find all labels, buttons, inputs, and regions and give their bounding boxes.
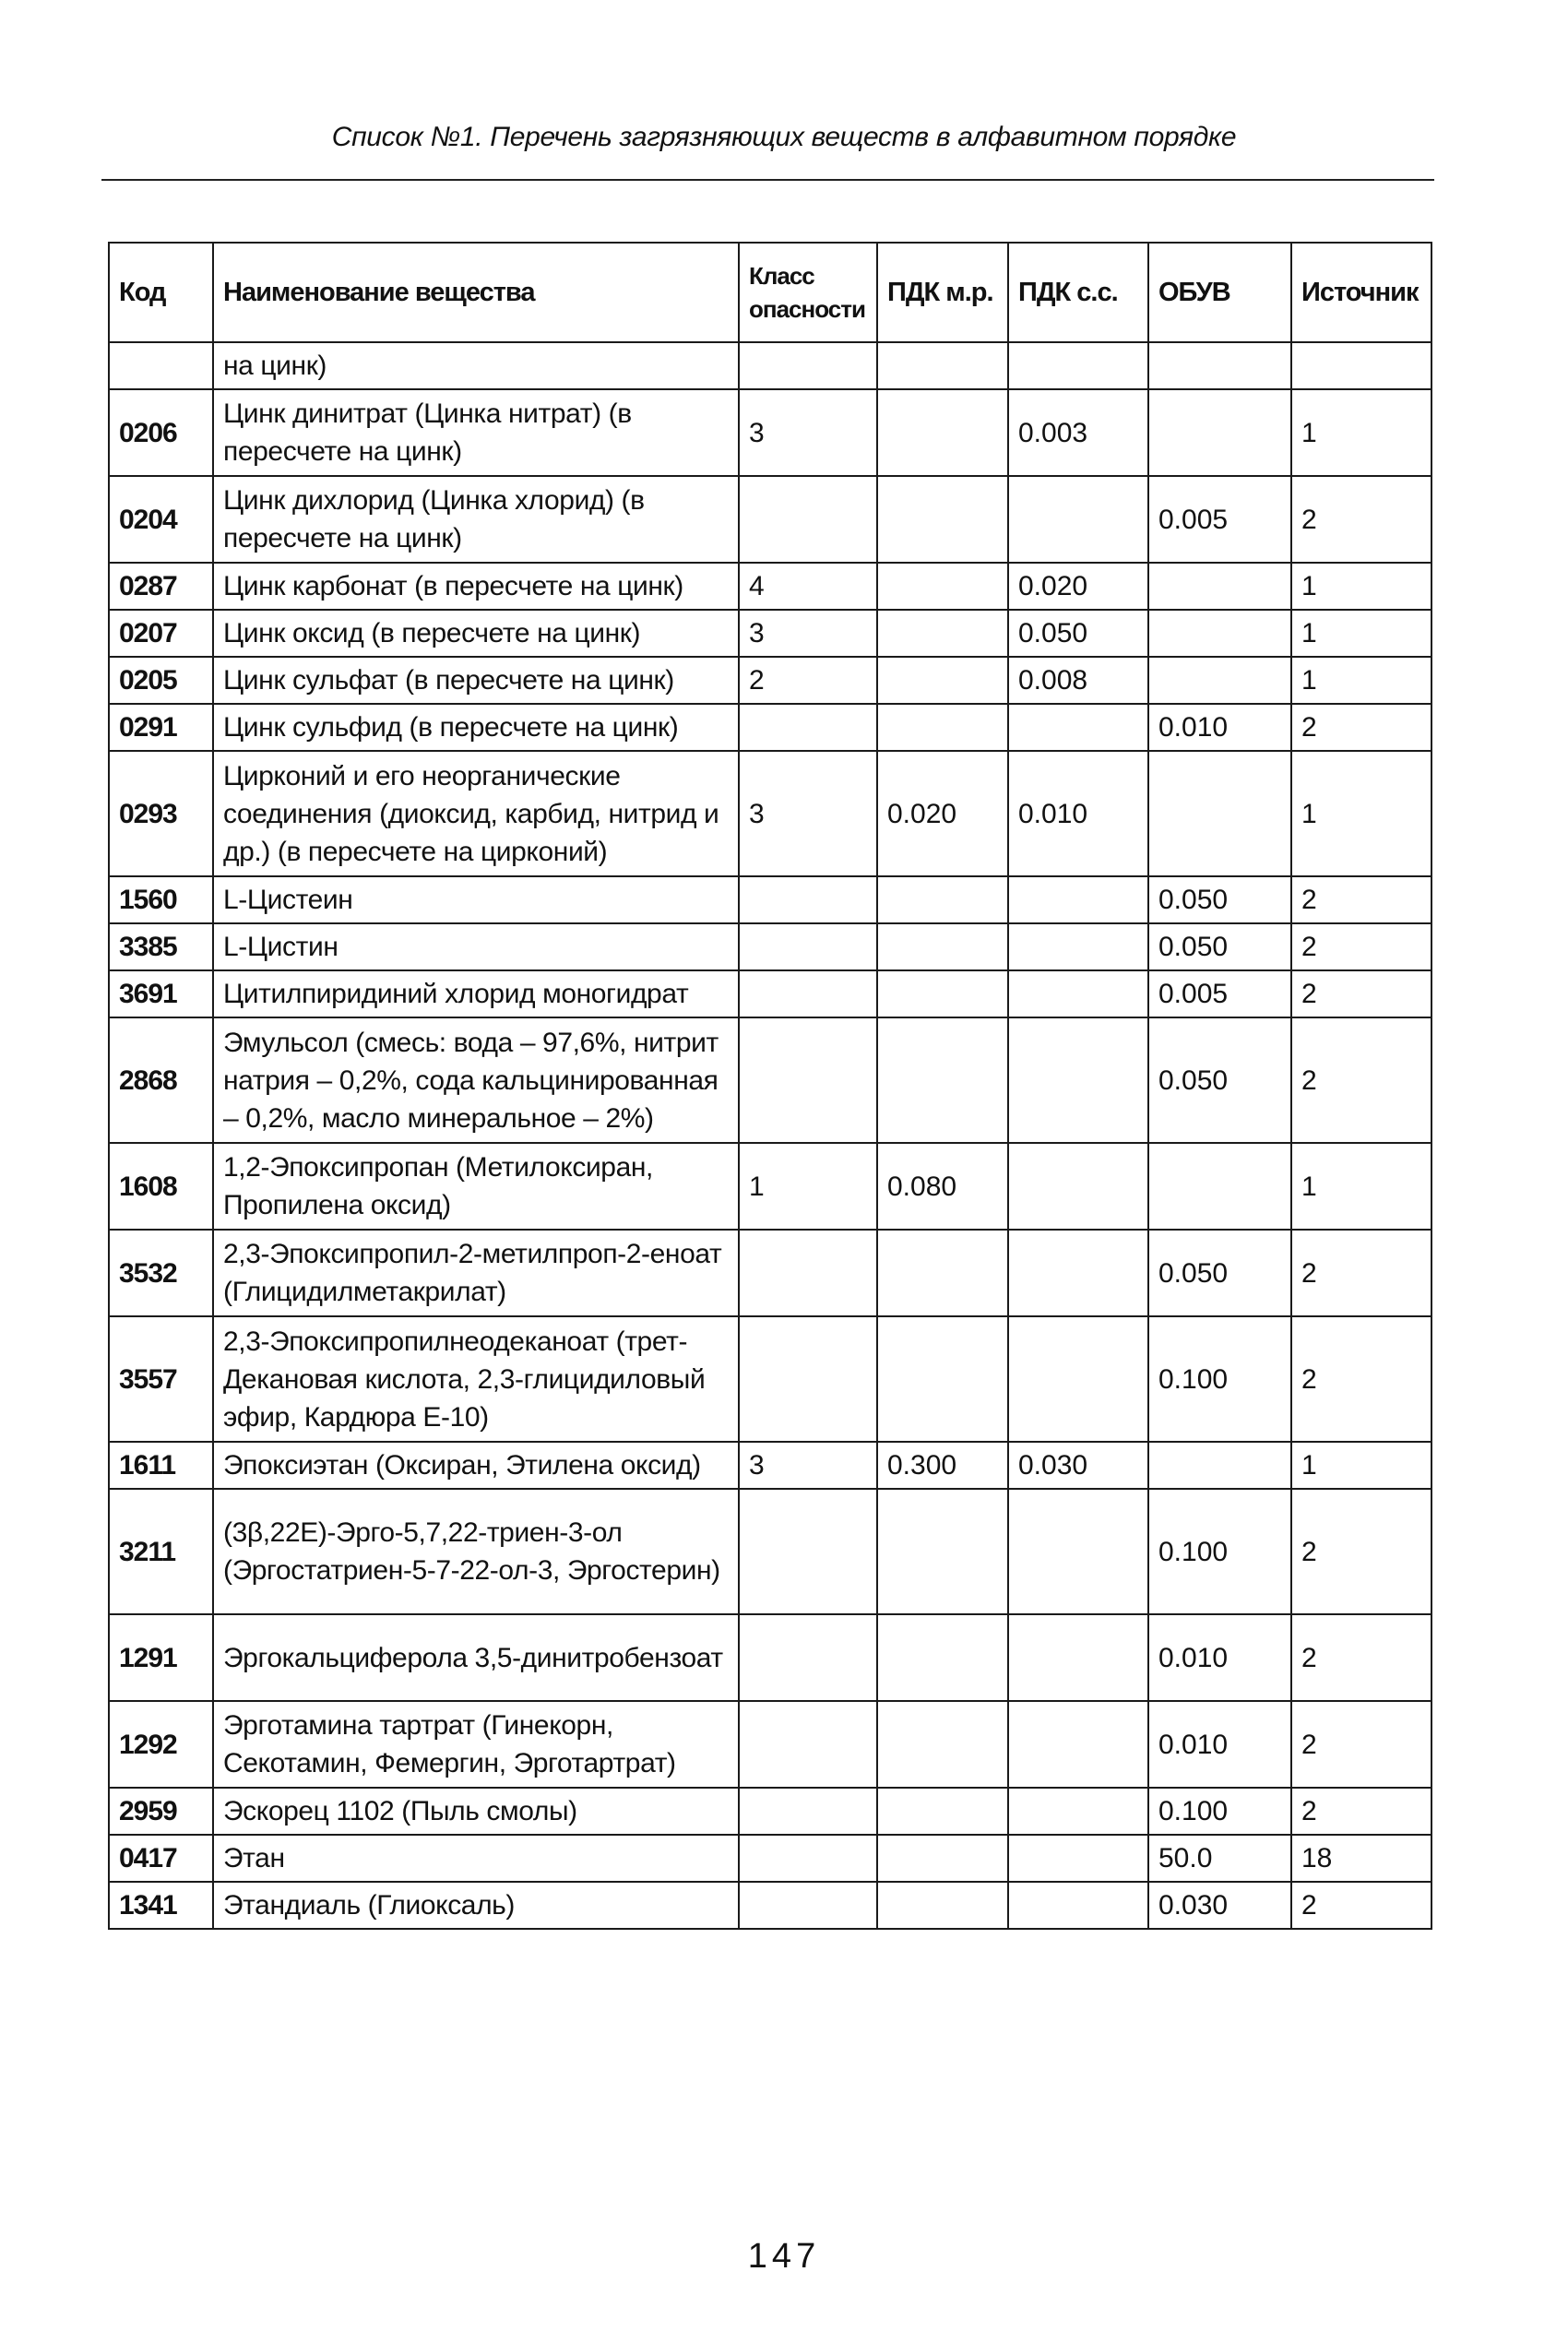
cell-name: 2,3-Эпоксипропилнеодеканоат (трет-Декановая кислота, 2,3-глицидиловый эфир, Кардюра Е-10) [213, 1316, 739, 1442]
cell-obuv: 0.010 [1148, 1614, 1291, 1701]
cell-source [1291, 342, 1431, 389]
cell-name: Эрготамина тартрат (Гинекорн, Секотамин, Фемергин, Эрготартрат) [213, 1701, 739, 1788]
column-header-code: Код [109, 243, 213, 342]
cell-obuv [1148, 751, 1291, 876]
table-row [109, 610, 1431, 657]
cell-pdk-ss: 0.030 [1008, 1442, 1148, 1489]
cell-hazard-class [739, 1701, 877, 1788]
cell-obuv [1148, 657, 1291, 704]
cell-pdk-mr [877, 1614, 1008, 1701]
cell-obuv: 0.100 [1148, 1489, 1291, 1614]
cell-code: 3532 [109, 1230, 213, 1316]
cell-obuv: 0.050 [1148, 1230, 1291, 1316]
cell-code: 0205 [109, 657, 213, 704]
cell-name: Цитилпиридиний хлорид моногидрат [213, 970, 739, 1017]
cell-name: Эскорец 1102 (Пыль смолы) [213, 1788, 739, 1835]
cell-source: 1 [1291, 1143, 1431, 1230]
cell-pdk-ss: 0.010 [1008, 751, 1148, 876]
cell-pdk-mr [877, 876, 1008, 923]
cell-obuv [1148, 342, 1291, 389]
cell-pdk-mr: 0.300 [877, 1442, 1008, 1489]
cell-pdk-ss [1008, 1882, 1148, 1929]
cell-pdk-ss: 0.003 [1008, 389, 1148, 476]
cell-code: 0207 [109, 610, 213, 657]
cell-pdk-ss [1008, 704, 1148, 751]
cell-hazard-class: 3 [739, 1442, 877, 1489]
cell-obuv [1148, 1143, 1291, 1230]
cell-pdk-mr: 0.020 [877, 751, 1008, 876]
cell-obuv: 0.010 [1148, 1701, 1291, 1788]
cell-code: 2868 [109, 1017, 213, 1143]
cell-hazard-class [739, 1316, 877, 1442]
cell-pdk-mr [877, 476, 1008, 563]
cell-obuv [1148, 563, 1291, 610]
table-row [109, 563, 1431, 610]
cell-code: 0287 [109, 563, 213, 610]
cell-source: 1 [1291, 610, 1431, 657]
cell-hazard-class: 3 [739, 389, 877, 476]
table-row [109, 1489, 1431, 1614]
table-row [109, 970, 1431, 1017]
cell-code: 3691 [109, 970, 213, 1017]
cell-source: 2 [1291, 876, 1431, 923]
cell-source: 2 [1291, 1316, 1431, 1442]
cell-code: 1560 [109, 876, 213, 923]
table-row [109, 1788, 1431, 1835]
column-header-pdk-ss: ПДК с.с. [1008, 243, 1148, 342]
cell-name: Цинк сульфат (в пересчете на цинк) [213, 657, 739, 704]
cell-pdk-mr [877, 970, 1008, 1017]
cell-code: 1611 [109, 1442, 213, 1489]
cell-source: 2 [1291, 1788, 1431, 1835]
cell-pdk-ss [1008, 1701, 1148, 1788]
cell-hazard-class [739, 1835, 877, 1882]
cell-pdk-mr [877, 563, 1008, 610]
cell-code: 1291 [109, 1614, 213, 1701]
table-row [109, 657, 1431, 704]
table-row [109, 923, 1431, 970]
cell-hazard-class [739, 1489, 877, 1614]
cell-code: 0204 [109, 476, 213, 563]
cell-source: 2 [1291, 1882, 1431, 1929]
cell-pdk-ss [1008, 970, 1148, 1017]
cell-source: 2 [1291, 1701, 1431, 1788]
cell-source: 1 [1291, 563, 1431, 610]
cell-source: 18 [1291, 1835, 1431, 1882]
table-row [109, 1017, 1431, 1143]
cell-name: Цирконий и его неорганические соединения (диоксид, карбид, нитрид и др.) (в пересчете на цирконий) [213, 751, 739, 876]
cell-name: L-Цистеин [213, 876, 739, 923]
cell-name: Эргокальциферола 3,5-динитробензоат [213, 1614, 739, 1701]
table-body [109, 342, 1431, 1929]
cell-source: 2 [1291, 1230, 1431, 1316]
cell-obuv [1148, 1442, 1291, 1489]
cell-source: 1 [1291, 1442, 1431, 1489]
cell-source: 2 [1291, 970, 1431, 1017]
cell-code: 0206 [109, 389, 213, 476]
cell-name: Этандиаль (Глиоксаль) [213, 1882, 739, 1929]
table-row [109, 342, 1431, 389]
cell-obuv: 0.100 [1148, 1788, 1291, 1835]
column-header-name: Наименование вещества [213, 243, 739, 342]
cell-source: 1 [1291, 751, 1431, 876]
cell-name: Эмульсол (смесь: вода – 97,6%, нитрит натрия – 0,2%, сода кальцинированная – 0,2%, масло минеральное – 2%) [213, 1017, 739, 1143]
cell-obuv: 0.050 [1148, 923, 1291, 970]
cell-hazard-class [739, 1882, 877, 1929]
cell-name: (3β,22Е)-Эрго-5,7,22-триен-3-ол (Эргостатриен-5-7-22-ол-3, Эргостерин) [213, 1489, 739, 1614]
cell-source: 2 [1291, 476, 1431, 563]
cell-pdk-mr [877, 657, 1008, 704]
column-header-hazard-class: Класс опасности [739, 243, 877, 342]
table-row [109, 1882, 1431, 1929]
cell-hazard-class: 4 [739, 563, 877, 610]
cell-name: L-Цистин [213, 923, 739, 970]
table-row [109, 1143, 1431, 1230]
cell-pdk-mr [877, 1788, 1008, 1835]
table-row [109, 876, 1431, 923]
cell-obuv [1148, 610, 1291, 657]
page-number: 147 [747, 2237, 821, 2276]
cell-code: 1292 [109, 1701, 213, 1788]
cell-pdk-mr [877, 342, 1008, 389]
cell-name: Этан [213, 1835, 739, 1882]
table-row [109, 476, 1431, 563]
cell-code: 3385 [109, 923, 213, 970]
cell-pdk-ss [1008, 1788, 1148, 1835]
cell-source: 2 [1291, 1614, 1431, 1701]
column-header-obuv: ОБУВ [1148, 243, 1291, 342]
cell-hazard-class: 1 [739, 1143, 877, 1230]
cell-name: Цинк сульфид (в пересчете на цинк) [213, 704, 739, 751]
cell-pdk-mr [877, 923, 1008, 970]
cell-hazard-class [739, 476, 877, 563]
cell-hazard-class [739, 923, 877, 970]
cell-obuv: 0.010 [1148, 704, 1291, 751]
cell-hazard-class: 3 [739, 751, 877, 876]
cell-code: 1341 [109, 1882, 213, 1929]
cell-pdk-mr [877, 1017, 1008, 1143]
cell-pdk-mr [877, 1489, 1008, 1614]
table-header-row [109, 243, 1431, 342]
header-rule [101, 179, 1434, 181]
cell-pdk-ss: 0.008 [1008, 657, 1148, 704]
column-header-pdk-mr: ПДК м.р. [877, 243, 1008, 342]
cell-source: 2 [1291, 1017, 1431, 1143]
cell-pdk-ss [1008, 1143, 1148, 1230]
cell-hazard-class [739, 1614, 877, 1701]
cell-pdk-mr: 0.080 [877, 1143, 1008, 1230]
cell-hazard-class: 2 [739, 657, 877, 704]
cell-obuv [1148, 389, 1291, 476]
cell-obuv: 0.005 [1148, 970, 1291, 1017]
cell-hazard-class [739, 342, 877, 389]
cell-name: Цинк динитрат (Цинка нитрат) (в пересчете на цинк) [213, 389, 739, 476]
cell-code: 0291 [109, 704, 213, 751]
cell-code [109, 342, 213, 389]
cell-code: 0417 [109, 1835, 213, 1882]
cell-pdk-ss [1008, 1316, 1148, 1442]
cell-pdk-mr [877, 1230, 1008, 1316]
cell-pdk-ss [1008, 876, 1148, 923]
table-row [109, 1835, 1431, 1882]
cell-source: 2 [1291, 923, 1431, 970]
cell-pdk-ss: 0.020 [1008, 563, 1148, 610]
cell-pdk-mr [877, 1701, 1008, 1788]
cell-pdk-mr [877, 1316, 1008, 1442]
table-row [109, 751, 1431, 876]
cell-hazard-class [739, 1017, 877, 1143]
cell-pdk-ss [1008, 1230, 1148, 1316]
cell-pdk-mr [877, 1835, 1008, 1882]
cell-pdk-mr [877, 389, 1008, 476]
cell-source: 1 [1291, 389, 1431, 476]
cell-pdk-mr [877, 1882, 1008, 1929]
cell-code: 3211 [109, 1489, 213, 1614]
table-row [109, 704, 1431, 751]
table-row [109, 1316, 1431, 1442]
substances-table [108, 242, 1432, 1930]
cell-pdk-ss [1008, 476, 1148, 563]
table-row [109, 1230, 1431, 1316]
running-head: Список №1. Перечень загрязняющих веществ в алфавитном порядке [331, 122, 1237, 152]
cell-source: 1 [1291, 657, 1431, 704]
cell-name: 1,2-Эпоксипропан (Метилоксиран, Пропилена оксид) [213, 1143, 739, 1230]
cell-code: 0293 [109, 751, 213, 876]
column-header-source: Источник [1291, 243, 1431, 342]
cell-obuv: 0.050 [1148, 1017, 1291, 1143]
cell-name: на цинк) [213, 342, 739, 389]
cell-hazard-class [739, 970, 877, 1017]
cell-pdk-ss [1008, 923, 1148, 970]
cell-source: 2 [1291, 704, 1431, 751]
cell-hazard-class: 3 [739, 610, 877, 657]
cell-obuv: 0.005 [1148, 476, 1291, 563]
cell-name: Эпоксиэтан (Оксиран, Этилена оксид) [213, 1442, 739, 1489]
cell-hazard-class [739, 876, 877, 923]
cell-obuv: 0.030 [1148, 1882, 1291, 1929]
cell-obuv: 0.050 [1148, 876, 1291, 923]
cell-pdk-ss [1008, 1489, 1148, 1614]
cell-pdk-ss [1008, 1017, 1148, 1143]
cell-source: 2 [1291, 1489, 1431, 1614]
cell-pdk-mr [877, 704, 1008, 751]
cell-code: 2959 [109, 1788, 213, 1835]
cell-name: 2,3-Эпоксипропил-2-метилпроп-2-еноат (Глицидилметакрилат) [213, 1230, 739, 1316]
cell-pdk-ss [1008, 1835, 1148, 1882]
table-row [109, 1701, 1431, 1788]
cell-hazard-class [739, 1230, 877, 1316]
cell-pdk-ss [1008, 342, 1148, 389]
cell-obuv: 50.0 [1148, 1835, 1291, 1882]
cell-name: Цинк карбонат (в пересчете на цинк) [213, 563, 739, 610]
cell-pdk-mr [877, 610, 1008, 657]
cell-code: 1608 [109, 1143, 213, 1230]
cell-hazard-class [739, 1788, 877, 1835]
cell-hazard-class [739, 704, 877, 751]
cell-pdk-ss: 0.050 [1008, 610, 1148, 657]
cell-name: Цинк дихлорид (Цинка хлорид) (в пересчете на цинк) [213, 476, 739, 563]
table-row [109, 1614, 1431, 1701]
cell-obuv: 0.100 [1148, 1316, 1291, 1442]
cell-pdk-ss [1008, 1614, 1148, 1701]
cell-name: Цинк оксид (в пересчете на цинк) [213, 610, 739, 657]
table-row [109, 1442, 1431, 1489]
table-row [109, 389, 1431, 476]
cell-code: 3557 [109, 1316, 213, 1442]
